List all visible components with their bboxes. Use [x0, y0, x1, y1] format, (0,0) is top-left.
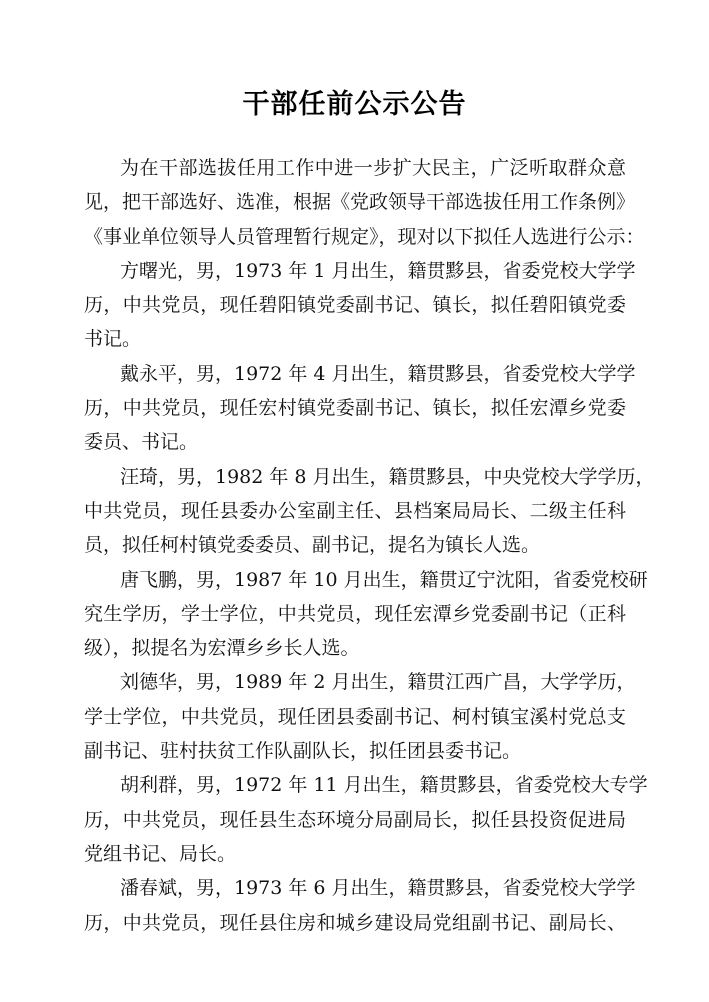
- text-line: 历，中共党员，现任县住房和城乡建设局党组副书记、副局长、: [84, 911, 626, 934]
- text-line: 历，中共党员，现任碧阳镇党委副书记、镇长，拟任碧阳镇党委: [84, 294, 626, 317]
- text-line: 戴永平，男，1972 年 4 月出生，籍贯黟县，省委党校大学学: [120, 362, 636, 385]
- text-line: 见，把干部选好、选准，根据《党政领导干部选拔任用工作条例》: [84, 191, 636, 214]
- text-line: 胡利群，男，1972 年 11 月出生，籍贯黟县，省委党校大专学: [120, 774, 648, 797]
- text-line: 刘德华，男，1989 年 2 月出生，籍贯江西广昌，大学学历，: [120, 671, 636, 694]
- text-line: 员，拟任柯村镇党委委员、副书记，提名为镇长人选。: [84, 534, 541, 557]
- document-title: 干部任前公示公告: [242, 89, 467, 120]
- text-line: 中共党员，现任县委办公室副主任、县档案局局长、二级主任科: [84, 499, 626, 522]
- text-line: 历，中共党员，现任宏村镇党委副书记、镇长，拟任宏潭乡党委: [84, 397, 626, 420]
- text-line: 党组书记、局长。: [84, 842, 237, 865]
- text-line: 唐飞鹏，男，1987 年 10 月出生，籍贯辽宁沈阳，省委党校研: [120, 568, 648, 591]
- text-line: 究生学历，学士学位，中共党员，现任宏潭乡党委副书记（正科: [84, 602, 626, 625]
- text-line: 副书记、驻村扶贫工作队副队长，拟任团县委书记。: [84, 740, 522, 763]
- text-line: 为在干部选拔任用工作中进一步扩大民主，广泛听取群众意: [120, 157, 626, 179]
- text-line: 书记。: [84, 328, 142, 351]
- text-line: 历，中共党员，现任县生态环境分局副局长，拟任县投资促进局: [84, 808, 626, 831]
- text-line: 潘春斌，男，1973 年 6 月出生，籍贯黟县，省委党校大学学: [120, 877, 636, 900]
- text-line: 级），拟提名为宏潭乡乡长人选。: [84, 637, 360, 660]
- text-line: 委员、书记。: [84, 431, 199, 454]
- document-body: [84, 151, 655, 940]
- text-line: 《事业单位领导人员管理暂行规定》，现对以下拟任人选进行公示：: [84, 225, 645, 248]
- text-line: 方曙光，男，1973 年 1 月出生，籍贯黟县，省委党校大学学: [120, 259, 636, 282]
- text-line: 学士学位，中共党员，现任团县委副书记、柯村镇宝溪村党总支: [84, 705, 626, 728]
- text-line: 汪琦，男，1982 年 8 月出生，籍贯黟县，中央党校大学学历，: [120, 465, 655, 488]
